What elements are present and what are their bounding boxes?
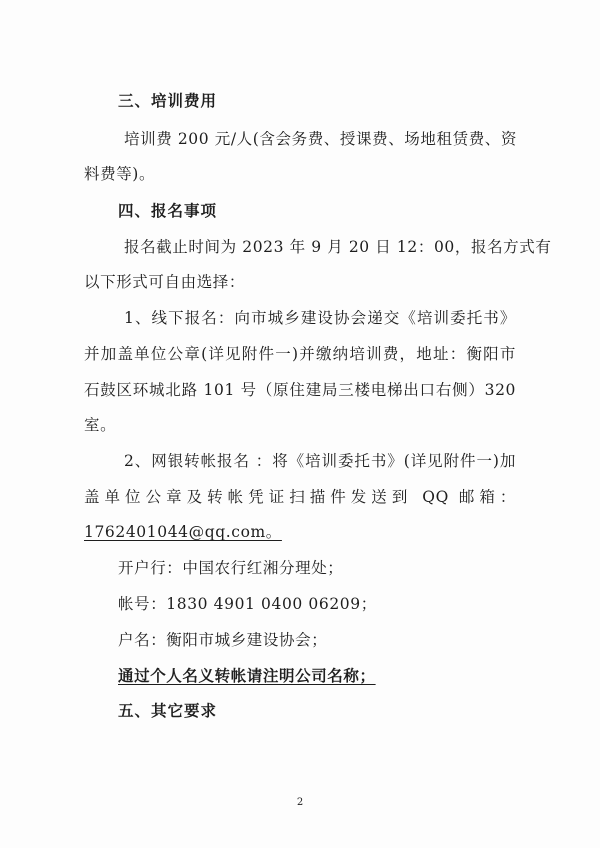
deadline-line-1: 报名截止时间为 2023 年 9 月 20 日 12：00，报名方式有 xyxy=(124,238,552,256)
transfer-note: 通过个人名义转帐请注明公司名称； xyxy=(118,666,376,685)
offline-registration-line-3: 石鼓区环城北路 101 号（原住建局三楼电梯出口右侧）320 xyxy=(84,381,516,399)
page-number: 2 xyxy=(296,797,304,808)
offline-registration-line-4: 室。 xyxy=(84,416,117,434)
fee-paragraph-line-2: 料费等)。 xyxy=(84,165,156,183)
fee-paragraph-line-1: 培训费 200 元/人(含会务费、授课费、场地租赁费、资 xyxy=(124,130,518,148)
qq-email-address: 1762401044@qq.com。 xyxy=(84,523,282,541)
offline-registration-line-2: 并加盖单位公章(详见附件一)并缴纳培训费，地址：衡阳市 xyxy=(84,345,516,363)
section-4-heading: 四、报名事项 xyxy=(118,201,218,220)
bank-name: 开户行：中国农行红湘分理处； xyxy=(118,559,344,577)
deadline-line-2: 以下形式可自由选择： xyxy=(84,273,246,291)
bank-account-holder: 户名：衡阳市城乡建设协会； xyxy=(118,631,328,649)
offline-registration-line-1: 1、线下报名：向市城乡建设协会递交《培训委托书》 xyxy=(124,309,516,327)
bank-account-number: 帐号：1830 4901 0400 06209； xyxy=(118,595,377,613)
online-registration-line-1: 2、网银转帐报名 ：将《培训委托书》(详见附件一)加 xyxy=(124,452,516,470)
section-3-heading: 三、培训费用 xyxy=(118,91,218,110)
section-5-heading: 五、其它要求 xyxy=(118,701,218,720)
online-registration-line-2: 盖单位公章及转帐凭证扫描件发送到 QQ 邮箱： xyxy=(84,488,516,506)
